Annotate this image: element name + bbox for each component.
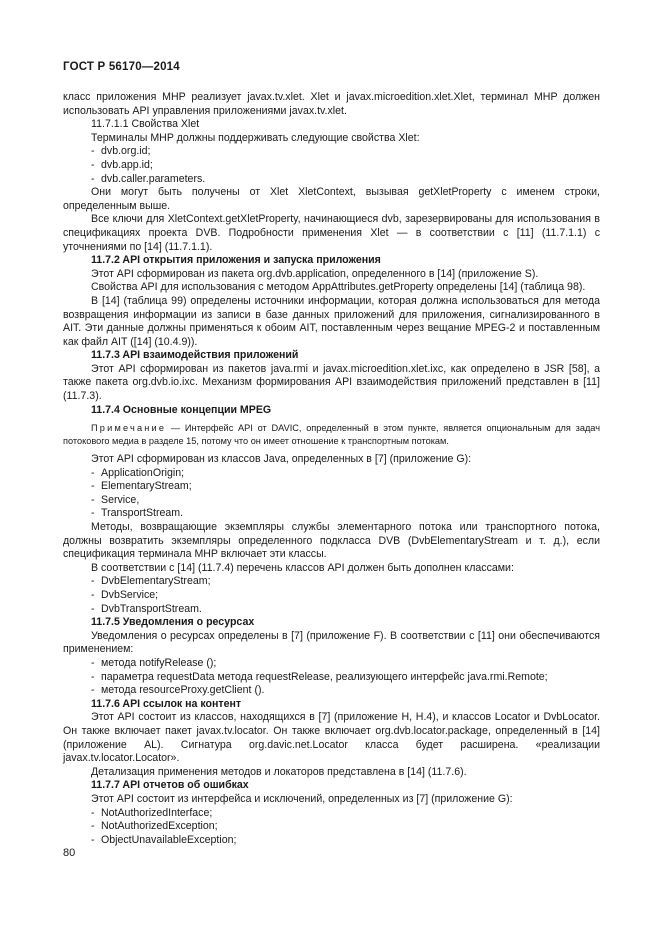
- section-heading: 11.7.6 API ссылок на контент: [91, 697, 242, 710]
- list-item: [63, 657, 600, 671]
- list-item-text: метода notifyRelease ();: [101, 656, 217, 669]
- paragraph: Этот API состоит из классов, находящихся в [7] (приложение H, H.4), и классов Locator и DvbLocator. Он также включает пакет javax.tv.locator. Он также включает org.dvb.locator.package, определенный в [14] (приложение AL). Сигнатура org.davic.net.Locator класса будет расширена. «реализации javax.tv.locator.Locator».: [63, 711, 600, 765]
- list-item: [63, 480, 600, 494]
- list-item-text: ObjectUnavailableException;: [101, 833, 237, 846]
- paragraph: класс приложения MHP реализует javax.tv.xlet. Xlet и javax.microedition.xlet.Xlet, терминал MHP должен использовать API управления приложениями javax.tv.xlet.: [63, 91, 600, 117]
- list-item-text: метода resourceProxy.getClient ().: [101, 684, 265, 697]
- list-item-text: TransportStream.: [101, 507, 184, 520]
- paragraph: Терминалы MHP должны поддерживать следующие свойства Xlet:: [91, 131, 420, 144]
- list-item-text: dvb.org.id;: [101, 145, 151, 158]
- paragraph: Методы, возвращающие экземпляры службы элементарного потока или транспортного потока, должны возвратить экземпляры определенного подкласса DVB (DvbElementaryStream и т. д.), если спецификация терминала MHP включает эти классы.: [63, 521, 600, 561]
- list-item: [63, 684, 600, 698]
- list-dash: -: [91, 833, 95, 846]
- paragraph: Этот API сформирован из пакета org.dvb.application, определенного в [14] (приложение S).: [91, 267, 539, 280]
- list-dash: -: [91, 589, 95, 601]
- list-item: [63, 159, 600, 173]
- section-heading: 11.7.1.1 Свойства Xlet: [91, 118, 200, 131]
- list-dash: -: [91, 656, 95, 669]
- list-item: [63, 145, 600, 159]
- document-header: ГОСТ Р 56170—2014: [63, 61, 180, 73]
- list-item: [63, 603, 600, 617]
- list-item-text: dvb.caller.parameters.: [101, 172, 206, 185]
- list-dash: -: [91, 670, 95, 683]
- list-dash: -: [91, 806, 95, 819]
- list-dash: -: [91, 820, 95, 833]
- paragraph: Все ключи для XletContext.getXletProperty, начинающиеся dvb, зарезервированы для использования в спецификациях проекта DVB. Подробности применения Xlet — в соответствии с [11] (11.7.1.1) с уточнениями по [14] (11.7.1.1).: [63, 213, 600, 253]
- section-heading: 11.7.5 Уведомления о ресурсах: [91, 616, 255, 629]
- list-item-text: ElementaryStream;: [101, 480, 192, 493]
- list-item: [63, 834, 600, 848]
- list-item-text: DvbService;: [101, 589, 159, 601]
- section-heading: 11.7.4 Основные концепции MPEG: [91, 403, 272, 416]
- list-item: [63, 173, 600, 187]
- section-heading: 11.7.7 API отчетов об ошибках: [91, 779, 249, 792]
- list-item-text: ApplicationOrigin;: [101, 466, 185, 479]
- list-item: [63, 507, 600, 521]
- list-item-text: NotAuthorizedInterface;: [101, 806, 213, 819]
- list-dash: -: [91, 602, 95, 615]
- list-item: [63, 807, 600, 821]
- paragraph: Они могут быть получены от Xlet XletContext, вызывая getXletProperty с именем строки, определенным выше.: [63, 186, 600, 212]
- list-dash: -: [91, 507, 95, 520]
- paragraph: Этот API состоит из интерфейса и исключений, определенных из [7] (приложение G):: [91, 792, 513, 805]
- list-item-text: параметра requestData метода requestRelease, реализующего интерфейс java.rmi.Remote;: [101, 670, 548, 683]
- paragraph: Детализация применения методов и локаторов представлена в [14] (11.7.6).: [91, 765, 467, 778]
- list-dash: -: [91, 493, 95, 506]
- list-item-text: DvbElementaryStream;: [101, 575, 211, 588]
- page-number: 80: [63, 847, 76, 859]
- paragraph: Этот API сформирован из классов Java, определенных в [7] (приложение G):: [91, 453, 472, 466]
- paragraph: Свойства API для использования с методом AppAttributes.getProperty определены [14] (таблица 98).: [91, 281, 586, 294]
- note-label: Примечание: [91, 423, 167, 434]
- paragraph: Уведомления о ресурсах определены в [7] (приложение F). В соответствии с [11] они обеспечиваются применением:: [63, 629, 600, 656]
- list-dash: -: [91, 480, 95, 493]
- list-item: [63, 589, 600, 603]
- paragraph: В соответствии с [14] (11.7.4) перечень классов API должен быть дополнен классами:: [91, 561, 514, 574]
- section-heading: 11.7.3 API взаимодействия приложений: [91, 349, 299, 362]
- section-heading: 11.7.2 API открытия приложения и запуска приложения: [91, 254, 381, 267]
- paragraph: Этот API сформирован из пакетов java.rmi и javax.microedition.xlet.ixc, как определено в JSR [58], а также пакета org.dvb.io.ixc. Механизм формирования API взаимодействия приложений представлен в [11] (11.7.3).: [63, 362, 600, 403]
- list-dash: -: [91, 684, 95, 697]
- list-dash: -: [91, 575, 95, 588]
- list-item-text: NotAuthorizedException;: [101, 820, 218, 833]
- paragraph: В [14] (таблица 99) определены источники информации, которая должна использоваться для метода возвращения информации из записи в базе данных приложений для приложения, сигнализированного в AIT. Эти данные должны применяться к обоим AIT, поставленным через вещание MPEG-2 и поставленным как файл AIT ([14] (10.4.9)).: [63, 294, 600, 348]
- list-dash: -: [91, 158, 95, 171]
- list-item-text: dvb.app.id;: [101, 158, 153, 171]
- list-item: [63, 671, 600, 685]
- list-dash: -: [91, 466, 95, 479]
- document-body: [63, 91, 600, 847]
- list-dash: -: [91, 172, 95, 185]
- list-item-text: Service,: [101, 493, 140, 506]
- list-dash: -: [91, 145, 95, 158]
- list-item: [63, 575, 600, 589]
- list-item: [63, 820, 600, 834]
- note-text: — Интерфейс API от DAVIC, определенный в этом пункте, является опциональным для задач потокового медиа в разделе 15, потому что он имеет отношение к транспортным потокам.: [63, 423, 600, 446]
- note: [63, 422, 600, 447]
- list-item-text: DvbTransportStream.: [101, 602, 202, 615]
- list-item: [63, 494, 600, 508]
- list-item: [63, 467, 600, 481]
